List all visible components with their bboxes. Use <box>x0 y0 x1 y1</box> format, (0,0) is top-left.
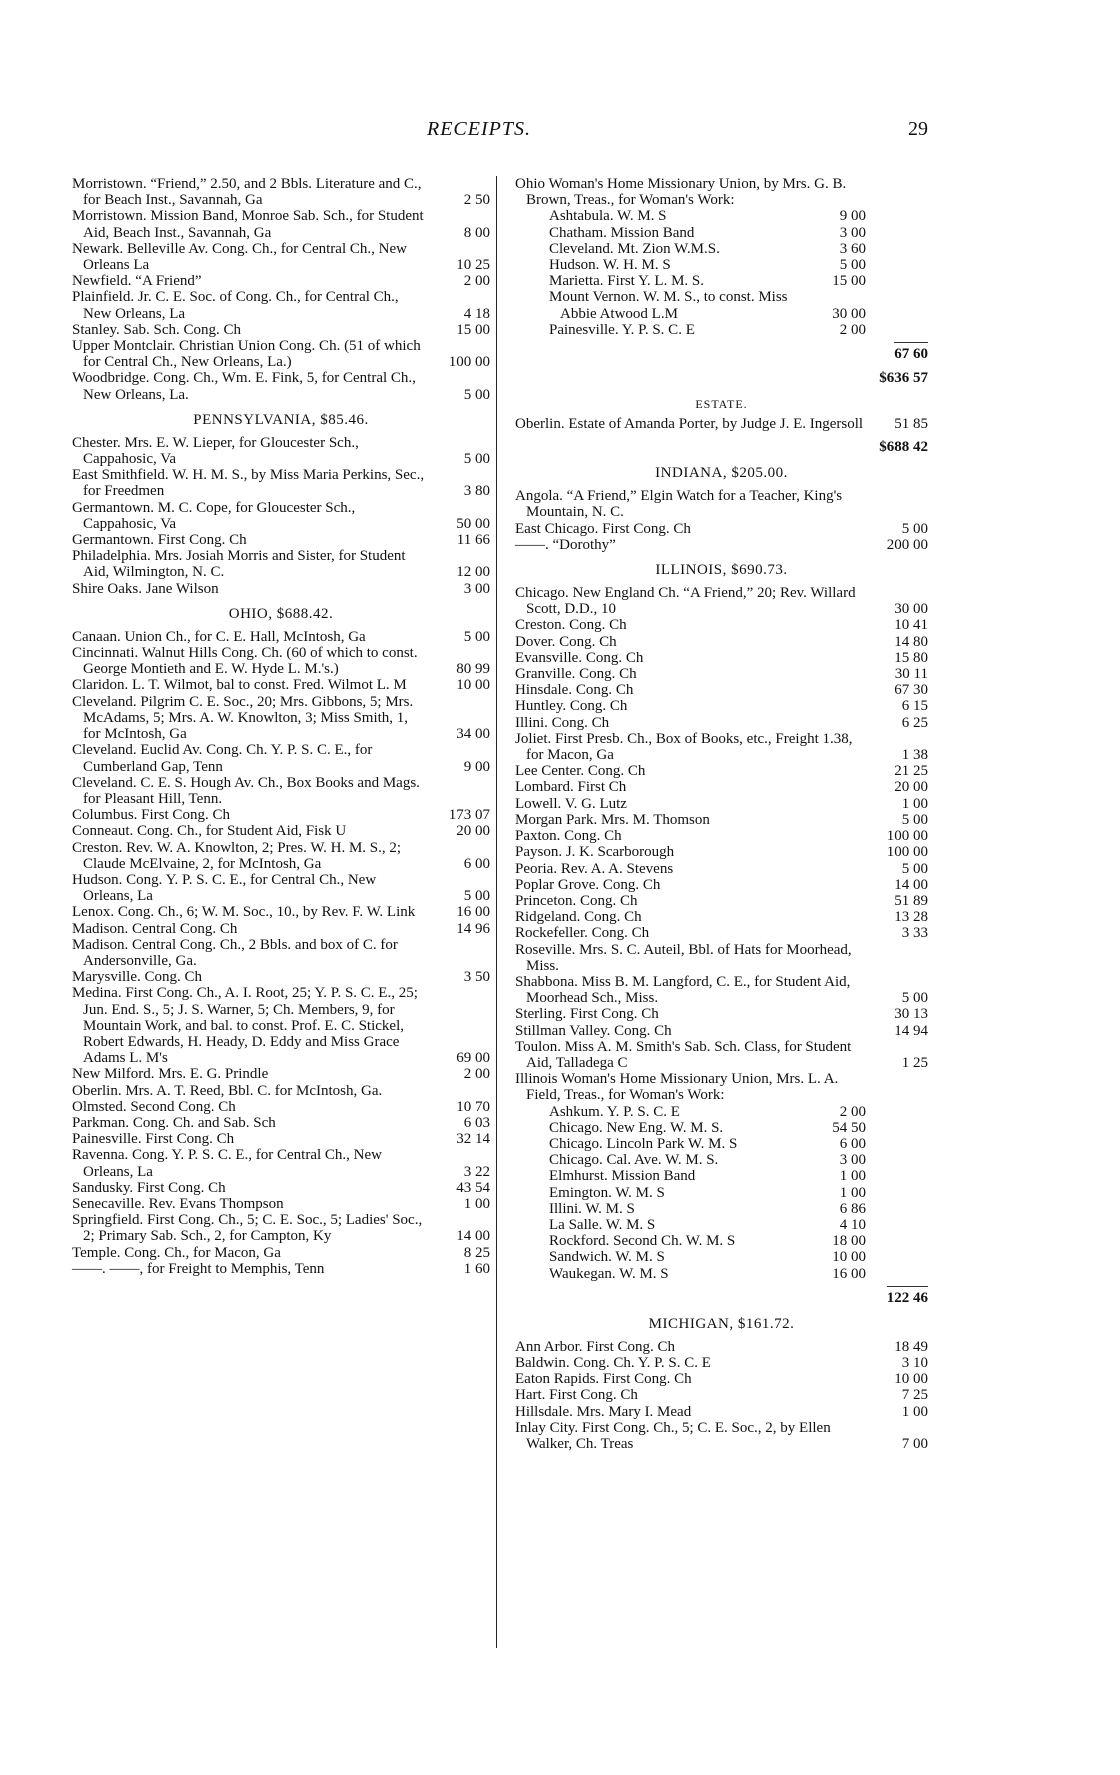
sub-entry <box>515 1201 928 1217</box>
receipt-entry <box>72 1083 490 1099</box>
sub-entry-text: La Salle. W. M. S <box>549 1216 656 1233</box>
entry-text: Chester. Mrs. E. W. Lieper, for Gloucester Sch., Cappahosic, Va <box>72 434 359 468</box>
entry-amount: 11 66 <box>456 532 490 549</box>
sub-entry-amount: 1 00 <box>839 1184 866 1201</box>
entry-amount: 5 00 <box>463 888 490 905</box>
section-heading: ILLINOIS, $690.73. <box>655 562 788 579</box>
entry-text: Columbus. First Cong. Ch <box>72 807 230 824</box>
entry-text: Dover. Cong. Ch <box>515 633 617 650</box>
receipt-entry <box>515 731 928 763</box>
receipt-entry <box>515 682 928 698</box>
sub-entry-text: Elmhurst. Mission Band <box>549 1168 696 1185</box>
entry-text: Olmsted. Second Cong. Ch <box>72 1098 236 1115</box>
right-column <box>515 176 928 1452</box>
receipt-entry <box>72 694 490 743</box>
receipt-entry <box>72 1180 490 1196</box>
sub-entry <box>515 257 928 273</box>
entry-text: Shire Oaks. Jane Wilson <box>72 580 219 597</box>
receipt-entry <box>72 823 490 839</box>
entry-text: Paxton. Cong. Ch <box>515 828 622 845</box>
entry-text: Roseville. Mrs. S. C. Auteil, Bbl. of Hats for Moorhead, Miss. <box>515 941 852 974</box>
sub-entry <box>515 1136 928 1152</box>
receipt-entry <box>515 909 928 925</box>
sub-entry <box>515 241 928 257</box>
receipt-entry <box>72 581 490 597</box>
receipt-entry <box>515 779 928 795</box>
sub-entry <box>515 1249 928 1265</box>
entry-amount: 200 00 <box>886 536 928 553</box>
entry-text: Morristown. “Friend,” 2.50, and 2 Bbls. Literature and C., for Beach Inst., Savannah, Ga <box>72 176 422 209</box>
entry-amount: 3 22 <box>463 1163 490 1180</box>
entry-text: Shabbona. Miss B. M. Langford, C. E., for Student Aid, Moorhead Sch., Miss. <box>515 973 851 1007</box>
entry-text: Newark. Belleville Av. Cong. Ch., for Central Ch., New Orleans La <box>72 240 407 274</box>
receipt-entry <box>72 1066 490 1082</box>
receipt-entry <box>72 742 490 774</box>
sub-entry <box>515 322 928 338</box>
receipt-entry <box>72 840 490 872</box>
entry-amount: 173 07 <box>448 807 490 824</box>
sub-entry-text: Mount Vernon. W. M. S., to const. Miss Abbie Atwood L.M <box>549 289 788 322</box>
sub-entry-text: Painesville. Y. P. S. C. E <box>549 321 695 338</box>
entry-text: Toulon. Miss A. M. Smith's Sab. Sch. Class, for Student Aid, Talladega C <box>515 1038 852 1071</box>
entry-text: Angola. “A Friend,” Elgin Watch for a Teacher, King's Mountain, N. C. <box>515 488 843 521</box>
receipt-entry <box>72 322 490 338</box>
entry-amount: 14 96 <box>456 920 490 937</box>
receipt-entry <box>515 796 928 812</box>
receipt-entry <box>515 812 928 828</box>
entry-text: Senecaville. Rev. Evans Thompson <box>72 1195 284 1212</box>
sub-entry <box>515 1233 928 1249</box>
receipt-entry <box>515 585 928 617</box>
entry-text: Hillsdale. Mrs. Mary I. Mead <box>515 1403 692 1420</box>
entry-amount: 3 00 <box>463 580 490 597</box>
entry-text: Eaton Rapids. First Cong. Ch <box>515 1371 692 1388</box>
entry-text: Lowell. V. G. Lutz <box>515 795 627 812</box>
receipt-entry <box>515 650 928 666</box>
sub-entry <box>515 1217 928 1233</box>
entry-text: Creston. Rev. W. A. Knowlton, 2; Pres. W. H. M. S., 2; Claude McElvaine, 2, for McIntosh, Ga <box>72 839 402 872</box>
sub-entry-text: Ashkum. Y. P. S. C. E <box>549 1103 680 1120</box>
receipt-entry <box>72 338 490 370</box>
entry-amount: 2 00 <box>463 273 490 290</box>
sub-entry <box>515 1104 928 1120</box>
sub-entry <box>515 273 928 289</box>
entry-amount: 15 00 <box>456 321 490 338</box>
receipt-entry <box>72 208 490 240</box>
receipt-entry <box>515 893 928 909</box>
entry-amount: 30 13 <box>894 1006 928 1023</box>
receipt-entry <box>72 370 490 402</box>
section-heading: INDIANA, $205.00. <box>655 465 788 482</box>
section-heading: PENNSYLVANIA, $85.46. <box>193 411 369 428</box>
entry-amount: 10 25 <box>456 257 490 274</box>
sub-entry-amount: 3 60 <box>839 240 866 257</box>
entry-text: Joliet. First Presb. Ch., Box of Books, etc., Freight 1.38, for Macon, Ga <box>515 730 853 764</box>
entry-amount: 5 00 <box>463 628 490 645</box>
entry-amount: 21 25 <box>894 763 928 780</box>
entry-amount: 6 15 <box>901 698 928 715</box>
section-heading: MICHIGAN, $161.72. <box>648 1315 795 1332</box>
sub-entry-amount: 4 10 <box>839 1216 866 1233</box>
entry-text: Ridgeland. Cong. Ch <box>515 909 642 926</box>
receipt-entry <box>515 1339 928 1355</box>
entry-text: Hudson. Cong. Y. P. S. C. E., for Central Ch., New Orleans, La <box>72 871 377 905</box>
entry-text: Hinsdale. Cong. Ch <box>515 682 634 699</box>
entry-text: Cleveland. C. E. S. Hough Av. Ch., Box Books and Mags. for Pleasant Hill, Tenn. <box>72 774 420 807</box>
sub-entry-text: Hudson. W. H. M. S <box>549 257 671 274</box>
receipt-entry <box>515 416 928 432</box>
sub-entry-amount: 18 00 <box>832 1233 866 1250</box>
entry-amount: 7 25 <box>901 1387 928 1404</box>
entry-text: Hart. First Cong. Ch <box>515 1387 638 1404</box>
receipt-entry <box>72 775 490 807</box>
receipt-entry <box>72 1131 490 1147</box>
entry-text: East Chicago. First Cong. Ch <box>515 520 691 537</box>
subtotal <box>515 342 928 363</box>
receipt-entry <box>72 937 490 969</box>
entry-text: Huntley. Cong. Ch <box>515 698 628 715</box>
entry-text: Painesville. First Cong. Ch <box>72 1131 235 1148</box>
receipt-entry <box>72 985 490 1066</box>
entry-text: Cleveland. Euclid Av. Cong. Ch. Y. P. S. C. E., for Cumberland Gap, Tenn <box>72 742 373 775</box>
receipt-entry <box>515 1355 928 1371</box>
entry-amount: 1 00 <box>463 1195 490 1212</box>
receipt-entry <box>515 666 928 682</box>
entry-text: Sandusky. First Cong. Ch <box>72 1179 226 1196</box>
entry-text: New Milford. Mrs. E. G. Prindle <box>72 1066 269 1083</box>
sub-entry-text: Illini. W. M. S <box>549 1200 635 1217</box>
sub-entry-text: Rockford. Second Ch. W. M. S <box>549 1233 736 1250</box>
entry-amount: 5 00 <box>463 386 490 403</box>
receipt-entry <box>72 548 490 580</box>
entry-amount: 1 00 <box>901 1403 928 1420</box>
entry-text: Stillman Valley. Cong. Ch <box>515 1022 672 1039</box>
receipt-entry <box>72 904 490 920</box>
entry-amount: 6 25 <box>901 714 928 731</box>
entry-amount: 8 00 <box>463 224 490 241</box>
receipt-entry <box>72 969 490 985</box>
sub-entry-amount: 15 00 <box>832 273 866 290</box>
sub-entry-amount: 2 00 <box>839 1103 866 1120</box>
receipt-entry <box>72 1245 490 1261</box>
entry-text: Poplar Grove. Cong. Ch <box>515 876 661 893</box>
sub-entry-amount: 2 00 <box>839 321 866 338</box>
entry-amount: 7 00 <box>901 1436 928 1452</box>
entry-amount: 12 00 <box>456 564 490 581</box>
entry-amount: 9 00 <box>463 758 490 775</box>
receipt-entry <box>72 921 490 937</box>
entry-amount: 2 50 <box>463 192 490 209</box>
entry-amount: 30 11 <box>894 666 928 683</box>
entry-amount: 14 00 <box>456 1228 490 1245</box>
entry-amount: 51 85 <box>894 416 928 433</box>
running-total <box>515 436 928 456</box>
column-divider <box>496 176 497 1648</box>
receipt-entry <box>72 1196 490 1212</box>
entry-text: Evansville. Cong. Ch <box>515 649 644 666</box>
entry-amount: 51 89 <box>894 892 928 909</box>
sub-entry-text: Chicago. New Eng. W. M. S. <box>549 1119 724 1136</box>
entry-amount: 80 99 <box>456 661 490 678</box>
sub-entry-text: Emington. W. M. S <box>549 1184 665 1201</box>
entry-text: Illini. Cong. Ch <box>515 714 610 731</box>
receipt-entry <box>72 467 490 499</box>
sub-entry-amount: 6 86 <box>839 1200 866 1217</box>
entry-text: Sterling. First Cong. Ch <box>515 1006 659 1023</box>
receipt-entry <box>515 634 928 650</box>
receipt-entry <box>72 289 490 321</box>
section-heading: ESTATE. <box>695 397 748 412</box>
entry-text: Conneaut. Cong. Ch., for Student Aid, Fisk U <box>72 823 347 840</box>
entry-text: Upper Montclair. Christian Union Cong. Ch. (51 of which for Central Ch., New Orleans, La.) <box>72 338 421 371</box>
entry-amount: 10 00 <box>894 1371 928 1388</box>
entry-amount: 69 00 <box>456 1050 490 1067</box>
sub-entry <box>515 1152 928 1168</box>
entry-amount: 5 00 <box>901 811 928 828</box>
entry-text: Peoria. Rev. A. A. Stevens <box>515 860 674 877</box>
receipt-entry <box>72 176 490 208</box>
entry-text: Woodbridge. Cong. Ch., Wm. E. Fink, 5, for Central Ch., New Orleans, La. <box>72 370 416 403</box>
receipt-entry <box>515 1420 928 1452</box>
entry-text: Madison. Central Cong. Ch., 2 Bbls. and box of C. for Andersonville, Ga. <box>72 936 398 969</box>
receipt-entry <box>515 176 928 208</box>
entry-amount: 10 70 <box>456 1098 490 1115</box>
subtotal <box>515 1286 928 1307</box>
sub-entry-text: Chatham. Mission Band <box>549 224 695 241</box>
receipt-entry <box>72 500 490 532</box>
entry-amount: 1 25 <box>901 1054 928 1071</box>
receipt-entry <box>72 532 490 548</box>
entry-text: Ravenna. Cong. Y. P. S. C. E., for Central Ch., New Orleans, La <box>72 1147 382 1180</box>
sub-entry <box>515 289 928 321</box>
entry-text: Marysville. Cong. Ch <box>72 969 202 986</box>
receipt-entry <box>72 435 490 467</box>
entry-amount: 2 00 <box>463 1066 490 1083</box>
total-amount: $636 57 <box>879 370 928 387</box>
receipt-entry <box>515 942 928 974</box>
entry-amount: 43 54 <box>456 1179 490 1196</box>
entry-amount: 100 00 <box>886 844 928 861</box>
receipt-entry <box>515 537 928 553</box>
entry-text: Oberlin. Mrs. A. T. Reed, Bbl. C. for McIntosh, Ga. <box>72 1082 383 1099</box>
receipt-entry <box>72 1147 490 1179</box>
entry-amount: 14 94 <box>894 1022 928 1039</box>
page-title: RECEIPTS. <box>427 118 531 140</box>
entry-amount: 3 10 <box>901 1354 928 1371</box>
entry-amount: 100 00 <box>448 354 490 371</box>
receipt-entry <box>72 1261 490 1277</box>
entry-text: Illinois Woman's Home Missionary Union, Mrs. L. A. Field, Treas., for Woman's Work: <box>515 1071 839 1104</box>
entry-text: Granville. Cong. Ch <box>515 666 637 683</box>
entry-text: Rockefeller. Cong. Ch <box>515 925 650 942</box>
entry-amount: 14 80 <box>894 633 928 650</box>
entry-amount: 20 00 <box>894 779 928 796</box>
receipt-entry <box>515 488 928 520</box>
section-heading: OHIO, $688.42. <box>228 605 334 622</box>
page-number: 29 <box>908 118 928 140</box>
receipt-entry <box>515 828 928 844</box>
sub-entry-text: Sandwich. W. M. S <box>549 1249 665 1266</box>
sub-entry-text: Chicago. Lincoln Park W. M. S <box>549 1135 738 1152</box>
entry-text: Parkman. Cong. Ch. and Sab. Sch <box>72 1114 276 1131</box>
entry-amount: 5 00 <box>463 451 490 468</box>
entry-amount: 10 00 <box>456 677 490 694</box>
entry-amount: 6 00 <box>463 855 490 872</box>
entry-text: Canaan. Union Ch., for C. E. Hall, McIntosh, Ga <box>72 628 366 645</box>
receipt-entry <box>515 877 928 893</box>
sub-entry-text: Chicago. Cal. Ave. W. M. S. <box>549 1152 719 1169</box>
sub-entry-text: Ashtabula. W. M. S <box>549 208 667 225</box>
receipt-entry <box>72 1099 490 1115</box>
entry-amount: 20 00 <box>456 823 490 840</box>
entry-text: Philadelphia. Mrs. Josiah Morris and Sister, for Student Aid, Wilmington, N. C. <box>72 548 406 581</box>
entry-amount: 13 28 <box>894 909 928 926</box>
subtotal-amount: 122 46 <box>887 1286 928 1307</box>
entry-amount: 30 00 <box>894 601 928 618</box>
entry-text: Cleveland. Pilgrim C. E. Soc., 20; Mrs. Gibbons, 5; Mrs. McAdams, 5; Mrs. A. W. Knowlton, 3; Miss Smith, 1, for McIntosh, Ga <box>72 693 414 743</box>
sub-entry-amount: 30 00 <box>832 305 866 322</box>
receipt-entry <box>515 698 928 714</box>
entry-amount: 3 33 <box>901 925 928 942</box>
receipt-entry <box>515 617 928 633</box>
receipt-entry <box>515 1006 928 1022</box>
receipt-entry <box>72 273 490 289</box>
entry-amount: 16 00 <box>456 904 490 921</box>
entry-amount: 1 00 <box>901 795 928 812</box>
entry-text: Morgan Park. Mrs. M. Thomson <box>515 811 710 828</box>
entry-amount: 3 80 <box>463 483 490 500</box>
entry-amount: 5 00 <box>901 990 928 1007</box>
receipt-entry <box>515 521 928 537</box>
receipt-entry <box>72 872 490 904</box>
entry-amount: 5 00 <box>901 520 928 537</box>
entry-text: Claridon. L. T. Wilmot, bal to const. Fred. Wilmot L. M <box>72 677 407 694</box>
left-column <box>72 176 490 1277</box>
entry-text: Princeton. Cong. Ch <box>515 892 638 909</box>
entry-amount: 5 00 <box>901 860 928 877</box>
page-header <box>0 118 1120 148</box>
entry-amount: 34 00 <box>456 726 490 743</box>
subtotal-amount: 67 60 <box>894 342 928 363</box>
sub-entry <box>515 1185 928 1201</box>
entry-text: Lenox. Cong. Ch., 6; W. M. Soc., 10., by Rev. F. W. Link <box>72 904 416 921</box>
sub-entry-amount: 1 00 <box>839 1168 866 1185</box>
sub-entry-amount: 54 50 <box>832 1119 866 1136</box>
entry-text: Germantown. M. C. Cope, for Gloucester Sch., Cappahosic, Va <box>72 499 356 532</box>
sub-entry-amount: 5 00 <box>839 257 866 274</box>
entry-text: Newfield. “A Friend” <box>72 273 202 290</box>
receipt-entry <box>515 974 928 1006</box>
sub-entry <box>515 1168 928 1184</box>
entry-amount: 1 60 <box>463 1260 490 1277</box>
entry-text: Creston. Cong. Ch <box>515 617 627 634</box>
sub-entry <box>515 1120 928 1136</box>
receipt-entry <box>515 1387 928 1403</box>
entry-text: Germantown. First Cong. Ch <box>72 532 247 549</box>
entry-amount: 32 14 <box>456 1131 490 1148</box>
entry-text: Ann Arbor. First Cong. Ch <box>515 1338 676 1355</box>
entry-text: Inlay City. First Cong. Ch., 5; C. E. Soc., 2, by Ellen Walker, Ch. Treas <box>515 1419 831 1452</box>
entry-text: Oberlin. Estate of Amanda Porter, by Judge J. E. Ingersoll <box>515 416 864 433</box>
receipt-entry <box>72 1212 490 1244</box>
sub-entry-amount: 16 00 <box>832 1265 866 1282</box>
entry-amount: 15 80 <box>894 649 928 666</box>
receipt-entry <box>72 807 490 823</box>
receipt-entry <box>515 763 928 779</box>
sub-entry-amount: 6 00 <box>839 1135 866 1152</box>
sub-entry <box>515 1266 928 1282</box>
receipt-entry <box>72 677 490 693</box>
entry-amount: 10 41 <box>894 617 928 634</box>
receipt-entry <box>515 1023 928 1039</box>
entry-text: Plainfield. Jr. C. E. Soc. of Cong. Ch., for Central Ch., New Orleans, La <box>72 289 399 322</box>
entry-amount: 6 03 <box>463 1114 490 1131</box>
sub-entry-text: Cleveland. Mt. Zion W.M.S. <box>549 240 720 257</box>
entry-amount: 1 38 <box>901 747 928 764</box>
running-total <box>515 367 928 387</box>
entry-amount: 4 18 <box>463 305 490 322</box>
entry-text: Springfield. First Cong. Ch., 5; C. E. Soc., 5; Ladies' Soc., 2; Primary Sab. Sch., 2, for Campton, Ky <box>72 1212 423 1245</box>
entry-text: ——. ——, for Freight to Memphis, Tenn <box>72 1260 325 1277</box>
entry-text: Baldwin. Cong. Ch. Y. P. S. C. E <box>515 1354 711 1371</box>
entry-text: East Smithfield. W. H. M. S., by Miss Maria Perkins, Sec., for Freedmen <box>72 467 425 500</box>
entry-text: Stanley. Sab. Sch. Cong. Ch <box>72 321 242 338</box>
entry-text: Chicago. New England Ch. “A Friend,” 20; Rev. Willard Scott, D.D., 10 <box>515 585 856 618</box>
receipt-entry <box>515 1371 928 1387</box>
receipt-entry <box>515 861 928 877</box>
sub-entry-text: Marietta. First Y. L. M. S. <box>549 273 705 290</box>
entry-amount: 100 00 <box>886 828 928 845</box>
entry-text: Payson. J. K. Scarborough <box>515 844 675 861</box>
sub-entry-amount: 3 00 <box>839 224 866 241</box>
sub-entry <box>515 208 928 224</box>
receipt-entry <box>515 715 928 731</box>
receipt-entry <box>72 241 490 273</box>
receipt-entry <box>515 1404 928 1420</box>
total-amount: $688 42 <box>879 439 928 456</box>
sub-entry-amount: 3 00 <box>839 1152 866 1169</box>
entry-amount: 14 00 <box>894 876 928 893</box>
receipt-entry <box>72 645 490 677</box>
sub-entry-amount: 9 00 <box>839 208 866 225</box>
entry-amount: 67 30 <box>894 682 928 699</box>
entry-text: Cincinnati. Walnut Hills Cong. Ch. (60 of which to const. George Montieth and E. W. Hyde L. M.'s.) <box>72 645 418 678</box>
entry-amount: 50 00 <box>456 515 490 532</box>
receipt-entry <box>72 1115 490 1131</box>
entry-amount: 8 25 <box>463 1244 490 1261</box>
entry-text: Medina. First Cong. Ch., A. I. Root, 25; Y. P. S. C. E., 25; Jun. End. S., 5; J. S. Warner, 5; Ch. Members, 9, for Mountain Work, and bal. to const. Prof. E. C. Stickel, Robert Edwards, H. Heady, D. Eddy and Miss Grace Adams L. M's <box>72 985 418 1067</box>
receipt-entry <box>515 844 928 860</box>
receipt-entry <box>515 925 928 941</box>
entry-text: Morristown. Mission Band, Monroe Sab. Sch., for Student Aid, Beach Inst., Savannah, Ga <box>72 208 424 241</box>
entry-text: ——. “Dorothy” <box>515 536 616 553</box>
entry-text: Lombard. First Ch <box>515 779 627 796</box>
receipt-entry <box>515 1071 928 1103</box>
entry-text: Temple. Cong. Ch., for Macon, Ga <box>72 1244 281 1261</box>
entry-text: Ohio Woman's Home Missionary Union, by Mrs. G. B. Brown, Treas., for Woman's Work: <box>515 176 847 209</box>
sub-entry-amount: 10 00 <box>832 1249 866 1266</box>
receipt-entry <box>72 629 490 645</box>
receipt-entry <box>515 1039 928 1071</box>
entry-amount: 3 50 <box>463 969 490 986</box>
entry-amount: 18 49 <box>894 1338 928 1355</box>
sub-entry-text: Waukegan. W. M. S <box>549 1265 669 1282</box>
entry-text: Madison. Central Cong. Ch <box>72 920 238 937</box>
entry-text: Lee Center. Cong. Ch <box>515 763 646 780</box>
sub-entry <box>515 225 928 241</box>
